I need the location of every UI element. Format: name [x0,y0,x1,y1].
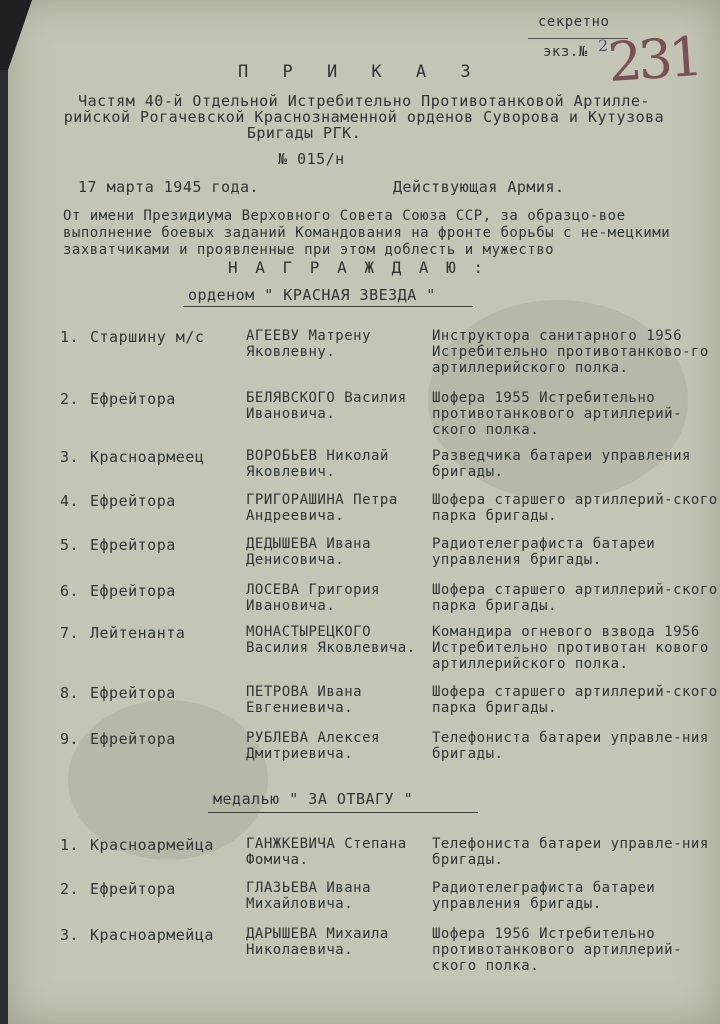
row-position: Шофера 1956 Истребительно противотанкового артиллерий-ского полка. [432,926,683,974]
row-rank: Красноармейца [90,926,214,944]
row-position: Телефониста батареи управле-ния бригады. [432,836,709,868]
row-index: 3. [60,448,80,466]
row-name: ЛОСЕВА Григория Ивановича. [246,582,380,614]
row-name: АГЕЕВУ Матрену Яковлевну. [246,328,372,360]
addressee-line-2: рийской Рогачевской Краснознаменной орденов Суворова и Кутузова [63,108,665,126]
order-place: Действующая Армия. [393,178,565,196]
row-rank: Красноармейца [90,836,214,854]
row-index: 3. [60,926,80,944]
row-position: Шофера 1955 Истребительно противотанкового артиллерий-ского полка. [432,390,683,438]
copy-number-label: экз.№ [543,44,588,60]
row-position: Командира огневого взвода 1956 Истребительно противотан кового артиллерийского полка. [432,624,709,672]
row-name: БЕЛЯВСКОГО Василия Ивановича. [246,390,407,422]
row-index: 1. [60,328,80,346]
row-rank: Ефрейтора [90,582,176,600]
row-rank: Лейтенанта [90,624,186,642]
row-position: Инструктора санитарного 1956 Истребительно противотанково-го артиллерийского полка. [432,328,709,376]
row-index: 9. [60,730,80,748]
row-name: ПЕТРОВА Ивана Евгениевича. [246,684,363,716]
order-number: № 015/н [278,150,345,168]
document-sheet [8,0,720,1024]
row-position: Шофера старшего артиллерий-ского парка бригады. [432,684,718,716]
preamble-text: От имени Президиума Верховного Совета Союза ССР, за образцо-вое выполнение боевых заданий Командования на фронте борьбы с не-мецкими захватчиками и проявленные при этом доблесть и мужество [63,208,671,258]
section-heading-underline [183,306,473,307]
row-rank: Красноармеец [90,448,205,466]
row-rank: Ефрейтора [90,730,176,748]
row-position: Радиотелеграфиста батареи управления бригады. [432,536,656,568]
handwritten-archive-number: 231 [605,24,702,95]
addressee-line-1: Частям 40-й Отдельной Истребительно Противотанковой Артилле- [78,92,650,110]
row-name: ГЛАЗЬЕВА Ивана Михайловича. [246,880,372,912]
order-date: 17 марта 1945 года. [78,178,260,196]
row-name: РУБЛЕВА Алексея Дмитриевича. [246,730,380,762]
row-rank: Ефрейтора [90,492,176,510]
row-rank: Старшину м/с [90,328,205,346]
row-rank: Ефрейтора [90,390,176,408]
row-index: 2. [60,390,80,408]
row-name: ВОРОБЬЕВ Николай Яковлевич. [246,448,389,480]
row-position: Шофера старшего артиллерий-ского парка бригады. [432,492,718,524]
row-rank: Ефрейтора [90,880,176,898]
row-position: Радиотелеграфиста батареи управления бригады. [432,880,656,912]
section-heading-for-courage: медалью " ЗА ОТВАГУ " [213,790,414,808]
row-name: ДЕДЫШЕВА Ивана Денисовича. [246,536,372,568]
row-name: ДАРЫШЕВА Михаила Николаевича. [246,926,389,958]
row-index: 6. [60,582,80,600]
row-index: 4. [60,492,80,510]
row-position: Шофера старшего артиллерий-ского парка бригады. [432,582,718,614]
row-index: 1. [60,836,80,854]
handwritten-copy-number: 2 [598,36,609,55]
row-position: Телефониста батареи управле-ния бригады. [432,730,709,762]
addressee-line-3: Бригады РГК. [246,124,362,142]
row-index: 5. [60,536,80,554]
row-index: 8. [60,684,80,702]
row-rank: Ефрейтора [90,536,176,554]
classification-stamp: секретно [538,14,610,30]
row-index: 7. [60,624,80,642]
document-title: П Р И К А З [238,62,483,82]
award-verb: Н А Г Р А Ж Д А Ю : [228,258,488,277]
row-name: ГАНЖКЕВИЧА Степана Фомича. [246,836,407,868]
section-heading-underline [208,812,478,813]
row-name: МОНАСТЫРЕЦКОГО Василия Яковлевича. [246,624,416,656]
section-heading-red-star: орденом " КРАСНАЯ ЗВЕЗДА " [188,286,436,304]
row-name: ГРИГОРАШИНА Петра Андреевича. [246,492,398,524]
row-rank: Ефрейтора [90,684,176,702]
row-position: Разведчика батареи управления бригады. [432,448,691,480]
row-index: 2. [60,880,80,898]
